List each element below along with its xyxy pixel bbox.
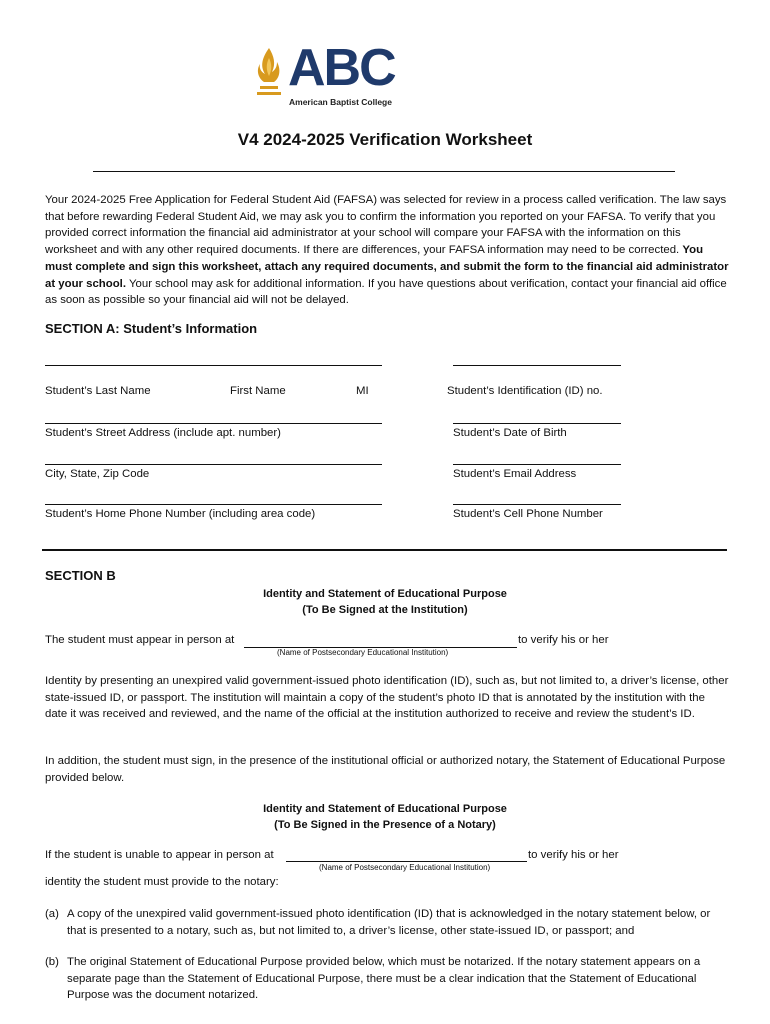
title-divider bbox=[93, 171, 675, 172]
section-a-heading: SECTION A: Student’s Information bbox=[45, 321, 258, 336]
unable-to-appear-text: If the student is unable to appear in person at bbox=[45, 849, 274, 861]
addition-paragraph: In addition, the student must sign, in the presence of the institutional official or authorized notary, the Statement of Educational Purpose provided below. bbox=[45, 755, 726, 784]
street-label: Student’s Street Address (include apt. number) bbox=[45, 427, 281, 439]
intro-paragraph bbox=[45, 192, 730, 309]
list-item-text: A copy of the unexpired valid government-issued photo identification (ID) that is acknowledged in the notary statement below, or that is presented to a notary, such as, but not limited to, a driver’s license, other state-issued ID, or passport; and bbox=[67, 908, 711, 937]
cell-phone-field-line[interactable] bbox=[453, 504, 621, 505]
institution-subheading-line2: (To Be Signed at the Institution) bbox=[302, 604, 468, 616]
identity-paragraph: Identity by presenting an unexpired valid government-issued photo identification (ID), such as, but not limited to, a driver’s license, other state-issued ID, or passport. The institution will maintain a copy of the student’s photo ID that is annotated by the institution with the date it was received and reviewed, and the name of the official at the institution authorized to receive and review the student’s ID. bbox=[45, 675, 729, 721]
institution-subheading bbox=[0, 586, 770, 618]
institution-name-field-2[interactable] bbox=[286, 861, 527, 862]
institution-name-caption: (Name of Postsecondary Educational Institution) bbox=[277, 648, 449, 657]
notary-subheading-line2: (To Be Signed in the Presence of a Notary) bbox=[274, 819, 496, 831]
first-name-label: First Name bbox=[230, 385, 286, 397]
list-item-marker: (a) bbox=[45, 908, 59, 920]
institution-name-caption-2: (Name of Postsecondary Educational Institution) bbox=[319, 863, 491, 872]
notary-subheading-line1: Identity and Statement of Educational Purpose bbox=[263, 803, 507, 815]
mi-label: MI bbox=[356, 385, 369, 397]
home-phone-label: Student’s Home Phone Number (including area code) bbox=[45, 508, 316, 520]
institution-subheading-line1: Identity and Statement of Educational Purpose bbox=[263, 588, 507, 600]
city-label: City, State, Zip Code bbox=[45, 468, 150, 480]
logo-subtitle: American Baptist College bbox=[289, 97, 392, 107]
cell-phone-label: Student’s Cell Phone Number bbox=[453, 508, 603, 520]
student-id-label: Student’s Identification (ID) no. bbox=[447, 385, 603, 397]
intro-text-a: Your 2024-2025 Free Application for Federal Student Aid (FAFSA) was selected for review in a process called verification. The law says that before rewarding Federal Student Aid, we may ask you to confirm the information you reported on your FAFSA. To verify that you provided correct information the financial aid administrator at your school will compare your FAFSA with the information on this worksheet and with any other required documents. If there are differences, your FAFSA information may need to be corrected. bbox=[45, 194, 727, 257]
intro-text-bold: You must complete and sign this worksheet, attach any required documents, and submit the form to the financial aid administrator at your school. bbox=[45, 244, 729, 290]
street-field-line[interactable] bbox=[45, 423, 382, 424]
name-field-line[interactable] bbox=[45, 365, 382, 366]
notary-provide-text: identity the student must provide to the notary: bbox=[45, 876, 279, 888]
city-field-line[interactable] bbox=[45, 464, 382, 465]
intro-text-b: Your school may ask for additional information. If you have questions about verification, contact your financial aid office as soon as possible so your financial aid will not be delayed. bbox=[45, 277, 727, 307]
unable-suffix-text: to verify his or her bbox=[528, 849, 619, 861]
list-item-text: The original Statement of Educational Purpose provided below, which must be notarized. If the notary statement appears on a separate page than the Statement of Educational Purpose, there must be a clear indication that the Statement of Educational Purpose was the document notarized. bbox=[67, 956, 701, 1002]
dob-field-line[interactable] bbox=[453, 423, 621, 424]
appear-in-person-text: The student must appear in person at bbox=[45, 634, 235, 646]
dob-label: Student’s Date of Birth bbox=[453, 427, 567, 439]
logo-letters: ABC bbox=[288, 39, 395, 97]
section-divider bbox=[42, 549, 727, 551]
section-b-heading: SECTION B bbox=[45, 568, 116, 583]
list-item-marker: (b) bbox=[45, 956, 59, 968]
home-phone-field-line[interactable] bbox=[45, 504, 382, 505]
college-logo bbox=[252, 39, 402, 110]
appear-suffix-text: to verify his or her bbox=[518, 634, 609, 646]
email-field-line[interactable] bbox=[453, 464, 621, 465]
email-label: Student’s Email Address bbox=[453, 468, 577, 480]
notary-subheading bbox=[0, 801, 770, 833]
last-name-label: Student’s Last Name bbox=[45, 385, 151, 397]
page-title: V4 2024-2025 Verification Worksheet bbox=[237, 130, 533, 149]
torch-icon bbox=[252, 46, 286, 102]
student-id-field-line[interactable] bbox=[453, 365, 621, 366]
